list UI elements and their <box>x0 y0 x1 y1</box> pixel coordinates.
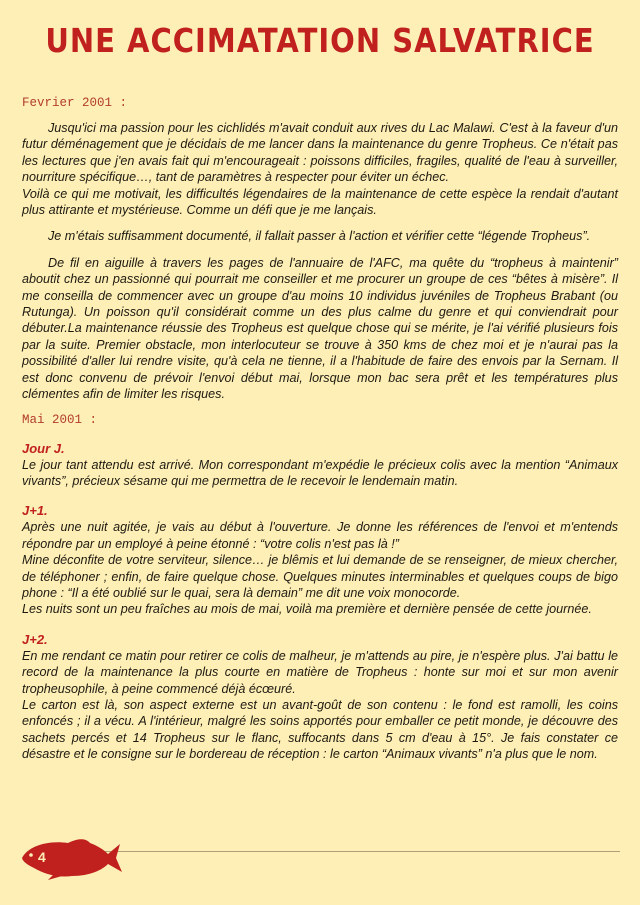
fish-icon <box>14 834 124 880</box>
entry-paragraph: En me rendant ce matin pour retirer ce colis de malheur, je m'attends au pire, je n'espère plus. J'ai battu le record de la maintenance la plus courte en matière de Tropheus : honte sur moi et sur mon avenir tropheusophile, à peine commencé déjà écœuré. <box>22 648 618 696</box>
entry-heading: Jour J. <box>22 440 65 456</box>
entry-paragraph: Le carton est là, son aspect externe est un avant-goût de son contenu : le fond est ramolli, les coins enfoncés ; il a vécu. A l'intérieur, malgré les soins apportés pour emballer ce petit monde, je découvre des sachets percés et 14 Tropheus sur le flanc, suffocants dans 5 cm d'eau à 15°. Je fais constater ce désastre et le consigne sur le bordereau de réception : le carton “Animaux vivants” n'a plus que le nom. <box>22 697 618 762</box>
footer-divider <box>60 851 620 852</box>
intro-paragraph-2: Je m'étais suffisamment documenté, il fallait passer à l'action et vérifier cette “légende Tropheus”. <box>48 229 591 244</box>
intro-paragraph-3: De fil en aiguille à travers les pages de l'annuaire de l'AFC, ma quête du “tropheus à maintenir” aboutit chez un passionné qui pourrait me conseiller et me procurer un groupe de ces “bêtes à misère”. Il me conseilla de commencer avec un groupe d'au moins 10 individus juvéniles de Tropheus Brabant (ou Rutunga). Un poisson qu'il considérait comme un des plus calme du genre et qui conviendrait pour débuter.La maintenance réussie des Tropheus est quelque chose qui se mérite, je l'ai vérifié plusieurs fois par la suite. Premier obstacle, mon interlocuteur se trouve à 350 kms de chez moi et je n'aurai pas la possibilité d'aller lui rendre visite, qu'à cela ne tienne, il a l'habitude de faire des envois par la Sernam. Il est donc convenu de prévoir l'envoi début mai, lorsque mon bac sera prêt et les températures plus clémentes afin de limiter les risques. <box>22 255 618 402</box>
date-february: Fevrier 2001 : <box>22 96 128 110</box>
entry-heading: J+1. <box>22 503 48 519</box>
page-number: 4 <box>38 849 46 865</box>
article-body <box>22 96 618 763</box>
page-title: UNE ACCIMATATION SALVATRICE <box>45 21 595 61</box>
intro-paragraph-1 <box>22 120 618 218</box>
journal-entry-j2 <box>22 632 618 763</box>
entry-paragraph: Les nuits sont un peu fraîches au mois de mai, voilà ma première et dernière pensée de cette journée. <box>22 602 592 617</box>
journal-entry-j1 <box>22 503 618 617</box>
entry-paragraph: Après une nuit agitée, je vais au début à l'ouverture. Je donne les références de l'envoi et m'entends répondre par un employé à peine étonné : “votre colis n'est pas là !” <box>22 520 618 551</box>
entry-heading: J+2. <box>22 631 48 647</box>
journal-entry-jour-j <box>22 441 618 490</box>
intro-text-1a: Jusqu'ici ma passion pour les cichlidés m'avait conduit aux rives du Lac Malawi. C'est à la faveur d'un futur déménagement que je décidais de me lancer dans la maintenance du genre Tropheus. Ce n'était pas les lectures que j'en avais fait qui m'encourageait : poissons difficiles, fragiles, qualité de l'eau à surveiller, nourriture spécifique…, tant de paramètres à respecter pour éviter un échec. <box>22 121 618 185</box>
entry-paragraph: Mine déconfite de votre serviteur, silence… je blêmis et lui demande de se renseigner, de mieux chercher, de téléphoner ; enfin, de faire quelque chose. Quelques minutes interminables et quelques coups de bigo phone : “Il a été oublié sur le quai, sera là demain” me dit une voix monocorde. <box>22 553 618 600</box>
date-may: Mai 2001 : <box>22 412 98 427</box>
intro-text-1b: Voilà ce qui me motivait, les difficultés légendaires de la maintenance de cette espèce la rendait d'autant plus attirante et mystérieuse. Comme un défi que je me lançais. <box>22 186 618 218</box>
entry-paragraph: Le jour tant attendu est arrivé. Mon correspondant m'expédie le précieux colis avec la mention “Animaux vivants”, précieux sésame qui me permettra de le recevoir le lendemain matin. <box>22 457 618 488</box>
